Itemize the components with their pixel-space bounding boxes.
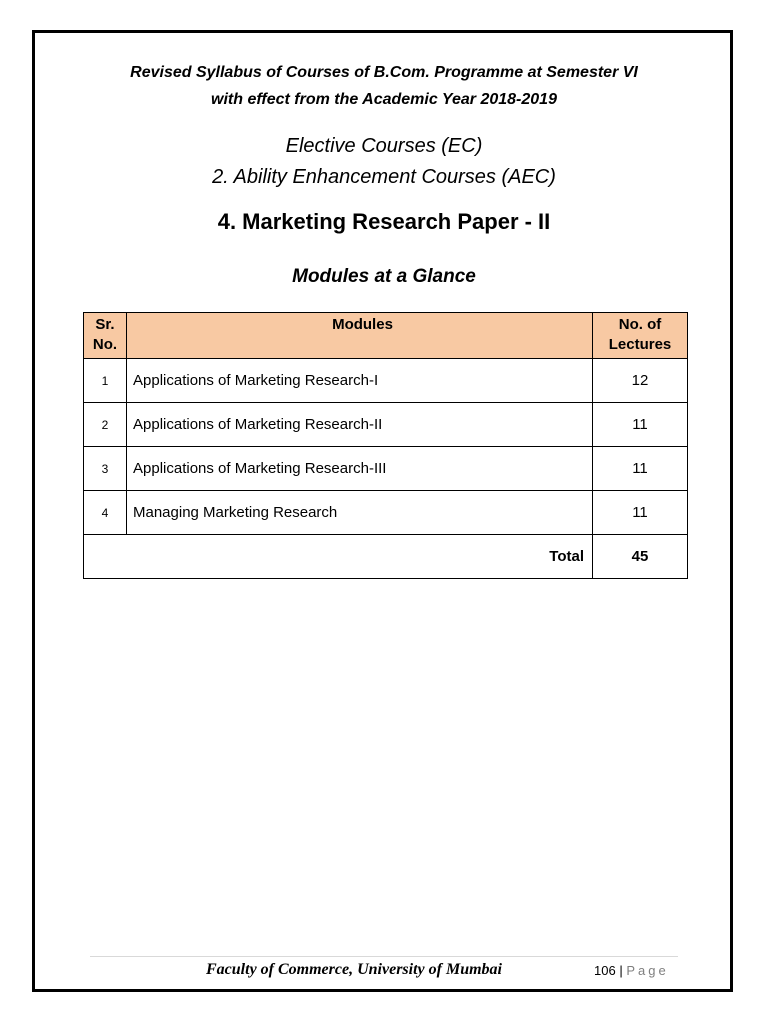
header-modules xyxy=(127,313,593,359)
section-title-elective: Elective Courses (EC) xyxy=(285,135,483,157)
table-row xyxy=(84,491,688,535)
header-sr-line2: No. xyxy=(92,336,118,353)
footer-page-number: 106 xyxy=(594,963,616,978)
footer-institution: Faculty of Commerce, University of Mumbai xyxy=(206,961,502,978)
row-lectures: 11 xyxy=(593,447,688,491)
syllabus-header-line-1: Revised Syllabus of Courses of B.Com. Programme at Semester VI xyxy=(130,64,638,81)
table-row xyxy=(84,403,688,447)
table-header-row xyxy=(84,313,688,359)
modules-heading: Modules at a Glance xyxy=(292,266,476,287)
header-sr-no xyxy=(84,313,127,359)
table-row xyxy=(84,447,688,491)
row-module-name: Applications of Marketing Research-II xyxy=(127,403,593,447)
footer-separator: | xyxy=(619,963,623,978)
row-lectures: 12 xyxy=(593,359,688,403)
modules-table xyxy=(83,312,688,579)
section-title-aec: 2. Ability Enhancement Courses (AEC) xyxy=(212,166,556,188)
header-modules-label: Modules xyxy=(332,316,393,333)
total-value: 45 xyxy=(593,535,688,579)
row-sr-no: 1 xyxy=(84,359,127,403)
row-module-name: Managing Marketing Research xyxy=(127,491,593,535)
footer-page-info xyxy=(594,963,669,978)
row-sr-no: 4 xyxy=(84,491,127,535)
row-module-name: Applications of Marketing Research-III xyxy=(127,447,593,491)
row-sr-no: 2 xyxy=(84,403,127,447)
table-row xyxy=(84,359,688,403)
header-lectures xyxy=(593,313,688,359)
header-lectures-line1: No. of xyxy=(618,316,662,333)
paper-title: 4. Marketing Research Paper - II xyxy=(217,209,551,234)
row-module-name: Applications of Marketing Research-I xyxy=(127,359,593,403)
footer-page-word: Page xyxy=(626,963,669,978)
header-lectures-line2: Lectures xyxy=(608,336,672,353)
table-total-row xyxy=(84,535,688,579)
footer-divider xyxy=(90,956,678,957)
row-sr-no: 3 xyxy=(84,447,127,491)
row-lectures: 11 xyxy=(593,491,688,535)
header-sr-line1: Sr. xyxy=(95,316,115,333)
syllabus-header-line-2: with effect from the Academic Year 2018-2019 xyxy=(211,91,557,108)
row-lectures: 11 xyxy=(593,403,688,447)
total-label: Total xyxy=(84,535,593,579)
